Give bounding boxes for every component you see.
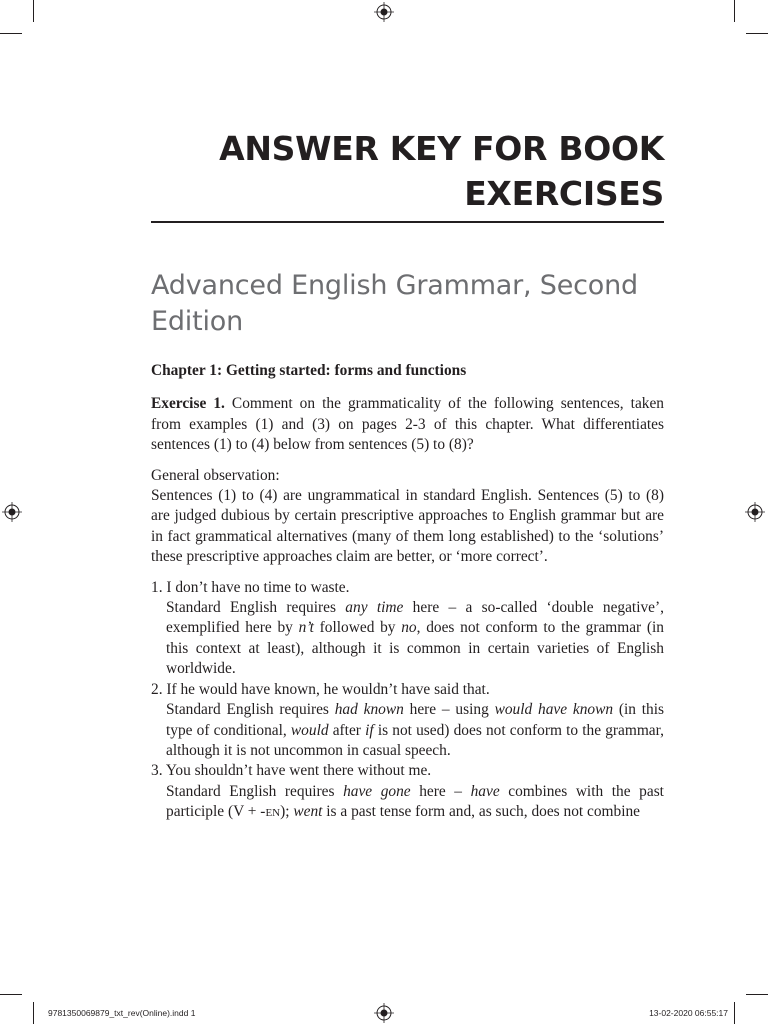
answer-italic: no <box>401 619 417 637</box>
answer-list <box>151 578 664 823</box>
title-rule <box>151 221 664 223</box>
crop-mark-bottom-left-horizontal <box>0 994 22 995</box>
answer-text: here – <box>410 782 471 800</box>
page-title <box>144 126 664 216</box>
answer-text: ); <box>280 803 294 821</box>
general-observation-label: General observation: <box>151 466 280 484</box>
answer-text: is a past tense form and, as such, does not combine <box>322 803 641 821</box>
registration-mark-icon <box>2 502 22 522</box>
answer-small-caps: en <box>265 803 281 821</box>
footer-timestamp: 13-02-2020 06:55:17 <box>649 1008 728 1018</box>
page-title-line-2: EXERCISES <box>464 174 664 213</box>
answer-text: , does not conform to the grammar (in this context at least), although it is common in certain varieties of English worldwide. <box>166 619 664 678</box>
answer-italic: have <box>470 782 500 800</box>
crop-mark-top-right-vertical <box>734 0 735 22</box>
answer-text: Standard English requires <box>166 782 344 800</box>
answer-italic: went <box>293 803 323 821</box>
example-sentence: 1. I don’t have no time to waste. <box>151 578 350 596</box>
answer-italic: would <box>290 721 329 739</box>
general-observation <box>151 466 664 568</box>
book-subtitle-line-1: Advanced English Grammar, Second <box>151 270 638 301</box>
exercise-label: Exercise 1. <box>151 395 225 413</box>
answer-explanation <box>151 598 664 680</box>
answer-text: combines with the past participle (V + - <box>166 782 664 821</box>
answer-italic: had known <box>334 701 404 719</box>
book-subtitle <box>151 268 664 340</box>
list-item <box>151 680 664 762</box>
list-item <box>151 578 664 680</box>
answer-key-body <box>151 361 664 823</box>
answer-italic: if <box>365 721 374 739</box>
answer-italic: n’t <box>298 619 314 637</box>
general-observation-text: Sentences (1) to (4) are ungrammatical in standard English. Sentences (5) to (8) are judged dubious by certain prescriptive approaches to English grammar but are in fact grammatical alternatives (many of them long established) to the ‘solutions’ these prescriptive approaches claim are better, or ‘more correct’. <box>151 487 664 566</box>
answer-text: followed by <box>313 619 402 637</box>
footer-filename: 9781350069879_txt_rev(Online).indd 1 <box>48 1008 196 1018</box>
registration-mark-icon <box>745 502 765 522</box>
answer-text: Standard English requires <box>166 599 346 617</box>
answer-text: after <box>328 721 366 739</box>
answer-text: is not used) does not conform to the grammar, although it is not uncommon in casual speech. <box>166 721 664 759</box>
answer-text: here – using <box>403 701 495 719</box>
page-title-line-1: ANSWER KEY FOR BOOK <box>219 129 664 168</box>
list-item <box>151 761 664 822</box>
crop-mark-top-left-horizontal <box>0 33 22 34</box>
answer-italic: would have known <box>494 701 614 719</box>
answer-text: here – a so-called ‘double negative’, exemplified here by <box>166 599 664 637</box>
chapter-heading: Chapter 1: Getting started: forms and functions <box>151 362 467 379</box>
answer-explanation <box>151 700 664 761</box>
crop-mark-top-left-vertical <box>33 0 34 22</box>
answer-text: Standard English requires <box>166 701 335 719</box>
crop-mark-bottom-right-vertical <box>734 1002 735 1024</box>
answer-italic: any time <box>345 599 404 617</box>
registration-mark-icon <box>374 1003 394 1023</box>
crop-mark-bottom-right-horizontal <box>746 994 768 995</box>
exercise-text: Comment on the grammaticality of the following sentences, taken from examples (1) and (3) on pages 2-3 of this chapter. What differentiates sentences (1) to (4) below from sentences (5) to (8)? <box>151 395 664 454</box>
example-sentence: 3. You shouldn’t have went there without me. <box>151 762 432 780</box>
crop-mark-bottom-left-vertical <box>33 1002 34 1024</box>
registration-mark-icon <box>374 2 394 22</box>
exercise-prompt <box>151 394 664 455</box>
answer-explanation <box>151 782 664 823</box>
answer-text: (in this type of conditional, <box>166 701 665 739</box>
example-sentence: 2. If he would have known, he wouldn’t have said that. <box>151 680 490 698</box>
answer-italic: have gone <box>343 782 411 800</box>
book-subtitle-line-2: Edition <box>151 306 244 337</box>
crop-mark-top-right-horizontal <box>746 33 768 34</box>
